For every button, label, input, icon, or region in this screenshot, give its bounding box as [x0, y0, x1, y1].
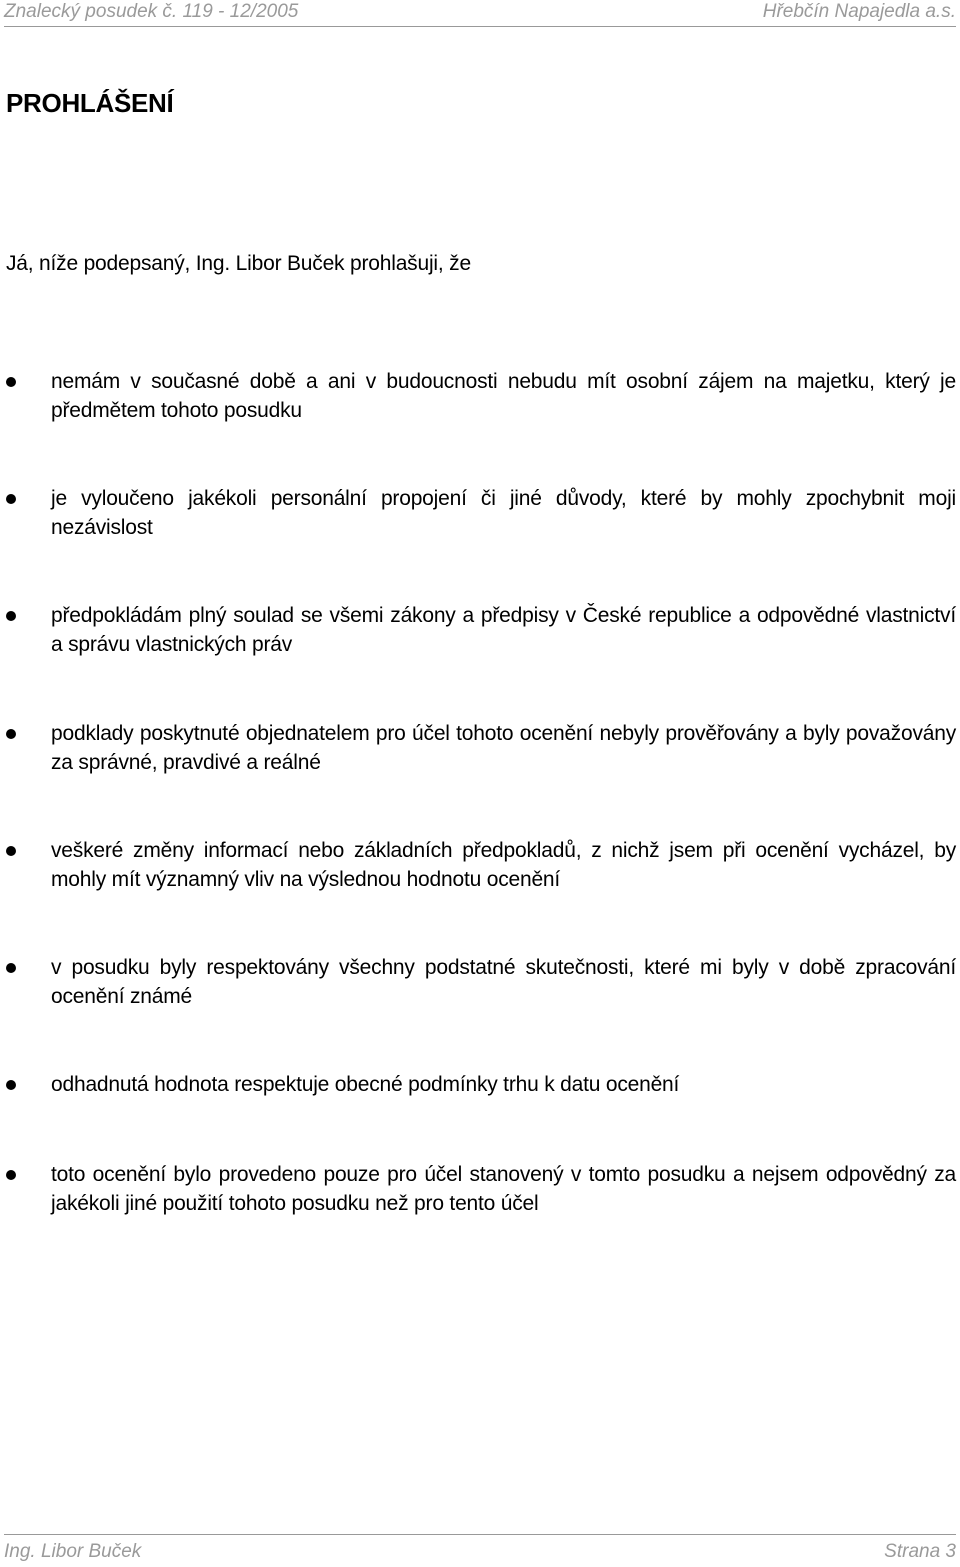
list-item-text: nemám v současné době a ani v budoucnosti nebudu mít osobní zájem na majetku, který je předmětem tohoto posudku [51, 370, 956, 422]
bullet-icon [6, 846, 16, 856]
bullet-icon [6, 494, 16, 504]
list-item-text: je vyloučeno jakékoli personální propojení či jiné důvody, které by mohly zpochybnit moji nezávislost [51, 487, 956, 539]
bullet-icon [6, 1170, 16, 1180]
bullet-icon [6, 963, 16, 973]
intro-paragraph: Já, níže podepsaný, Ing. Libor Buček prohlašuji, že [6, 252, 471, 275]
page-header [4, 0, 956, 27]
bullet-icon [6, 377, 16, 387]
list-item-text: odhadnutá hodnota respektuje obecné podmínky trhu k datu ocenění [51, 1073, 680, 1096]
bullet-icon [6, 611, 16, 621]
header-company: Hřebčín Napajedla a.s. [762, 1, 956, 22]
list-item-text: předpokládám plný soulad se všemi zákony a předpisy v České republice a odpovědné vlastnictví a správu vlastnických práv [51, 604, 956, 656]
list-item-text: podklady poskytnuté objednatelem pro účel tohoto ocenění nebyly prověřovány a byly považovány za správné, pravdivé a reálné [51, 722, 956, 774]
bullet-icon [6, 1080, 16, 1090]
header-document-id: Znalecký posudek č. 119 - 12/2005 [4, 1, 299, 22]
list-item-text: toto ocenění bylo provedeno pouze pro účel stanovený v tomto posudku a nejsem odpovědný za jakékoli jiné použití tohoto posudku než pro tento účel [51, 1163, 956, 1215]
page-footer [4, 1534, 956, 1565]
footer-author: Ing. Libor Buček [4, 1541, 142, 1562]
list-item-text: veškeré změny informací nebo základních předpokladů, z nichž jsem při ocenění vycházel, by mohly mít významný vliv na výslednou hodnotu ocenění [51, 839, 956, 891]
footer-page-number: Strana 3 [884, 1541, 956, 1562]
page-title: PROHLÁŠENÍ [6, 88, 174, 118]
list-item-text: v posudku byly respektovány všechny podstatné skutečnosti, které mi byly v době zpracování ocenění známé [51, 956, 956, 1008]
bullet-icon [6, 729, 16, 739]
